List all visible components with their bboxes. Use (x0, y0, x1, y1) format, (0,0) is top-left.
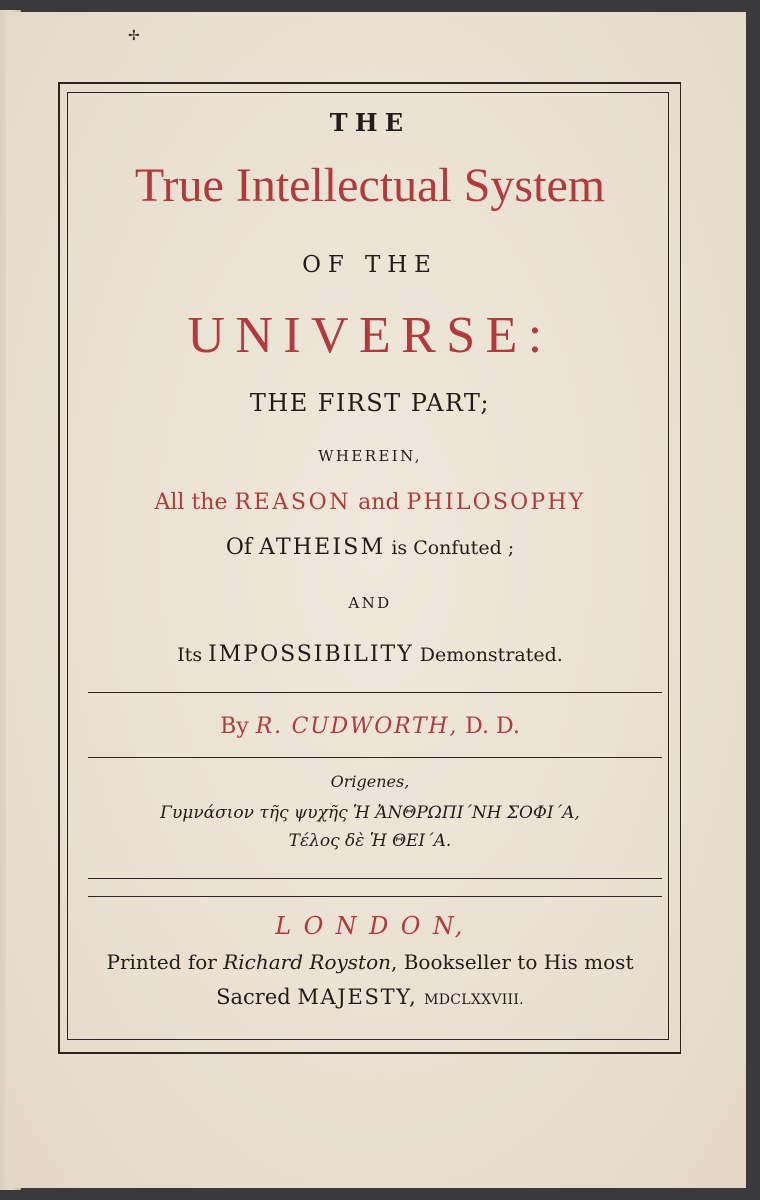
rule-above-imprint-1 (88, 878, 662, 879)
main-title: True Intellectual System (134, 159, 606, 212)
reason-line-prefix: All the (154, 490, 235, 515)
author-degree: D. D. (458, 714, 520, 739)
imprint-sacred: Sacred (216, 985, 298, 1009)
imprint-bookseller: , Bookseller to His most (391, 950, 634, 974)
reason-and: and (351, 490, 407, 515)
atheism-word: ATHEISM (259, 535, 386, 560)
heading-of-the: OF THE (302, 252, 438, 278)
atheism-line (60, 535, 680, 560)
rule-above-author (88, 692, 662, 693)
author-line (60, 714, 680, 739)
epigraph-greek-line2: Τέλος δὲ Ἡ ΘΕΙ΄Α. (288, 831, 452, 851)
impossibility-line-suffix: Demonstrated. (413, 644, 563, 666)
heading-and: AND (348, 594, 392, 612)
imprint-city: L O N D O N, (275, 912, 465, 940)
epigraph-source: Origenes, (330, 772, 410, 791)
impossibility-word: IMPOSSIBILITY (208, 642, 414, 667)
heading-the: THE (329, 108, 411, 137)
rule-below-author (88, 757, 662, 758)
atheism-line-prefix: Of (225, 535, 259, 560)
reason-line (60, 490, 680, 515)
reason-word: REASON (234, 490, 352, 515)
impossibility-line (60, 642, 680, 667)
heading-first-part: THE FIRST PART; (249, 389, 491, 417)
heading-universe: UNIVERSE: (187, 307, 553, 364)
author-name: R. CUDWORTH, (255, 714, 459, 739)
imprint-majesty: MAJESTY, (297, 985, 418, 1009)
epigraph-greek-line1: Γυμνάσιον τῆς ψυχῆς Ἡ ἈΝΘΡΩΠΙ΄ΝΗ ΣΟΦΙ΄Α, (160, 803, 580, 823)
heading-wherein: WHEREIN, (318, 447, 422, 465)
inner-border-frame (67, 92, 669, 1040)
atheism-line-suffix: is Confuted ; (385, 537, 515, 559)
imprint-date: MDCLXXVIII. (424, 992, 524, 1008)
imprint-line2 (60, 985, 680, 1009)
author-by: By (220, 714, 256, 739)
imprint-printed-for: Printed for (106, 950, 224, 974)
philosophy-word: PHILOSOPHY (406, 490, 586, 515)
imprint-line1 (60, 950, 680, 974)
imprint-printer-name: Richard Royston (223, 950, 392, 974)
rule-above-imprint-2 (88, 896, 662, 897)
ink-speck: ✢ (128, 28, 140, 44)
impossibility-line-prefix: Its (177, 644, 209, 666)
